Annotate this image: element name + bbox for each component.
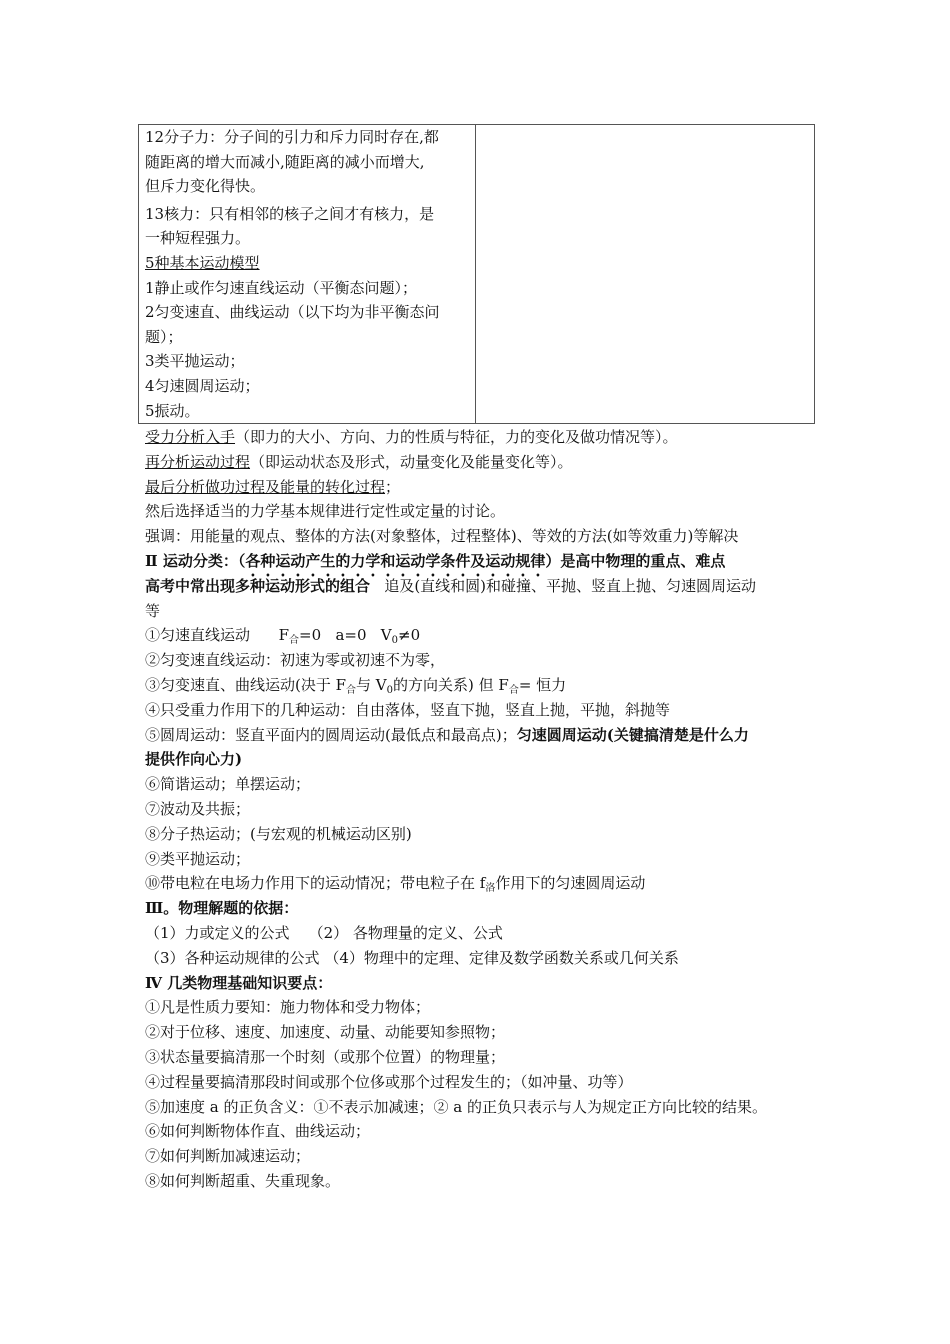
table-line: 4匀速圆周运动； xyxy=(145,376,260,395)
bold-phrase: 匀速圆周运动(关键搞清楚是什么力 xyxy=(516,725,749,744)
list-item xyxy=(145,673,825,698)
underlined-phrase: 受力分析入手 xyxy=(145,428,236,446)
underlined-phrase: 最后分析做功过程及能量的转化过程 xyxy=(145,477,386,496)
paragraph-line: 强调：用能量的观点、整体的方法(对象整体，过程整体)、等效的方法(如等效重力)等解决 xyxy=(145,527,739,546)
text-run: （即力的大小、方向、力的性质与特征，力的变化及做功情况等）。 xyxy=(235,428,678,446)
table-left-cell xyxy=(145,125,471,423)
subscript: 洛 xyxy=(485,883,496,895)
emphasis-dotted-phrase: 各种运动产生的力学和运动学条件及运动规律 xyxy=(245,551,546,570)
text-run: （即运动状态及形式，动量变化及能量变化等）。 xyxy=(250,452,573,471)
list-item: ③状态量要搞清那一个时刻（或那个位置）的物理量； xyxy=(145,1047,506,1066)
table-line: 1静止或作匀速直线运动（平衡态问题）； xyxy=(145,278,418,297)
subscript: 0 xyxy=(386,684,394,696)
underlined-phrase: 再分析运动过程 xyxy=(145,452,251,471)
table-column-divider xyxy=(475,125,476,423)
table-line: 13核力：只有相邻的核子之间才有核力，是 xyxy=(145,204,435,223)
list-item: ④只受重力作用下的几种运动：自由落体，竖直下抛，竖直上抛，平抛，斜抛等 xyxy=(145,700,671,719)
text-run: ； xyxy=(385,477,401,496)
bold-phrase: 高考中常出现多种运动形式的组合 xyxy=(145,576,371,595)
list-item xyxy=(145,623,825,648)
paragraph-line: 然后选择适当的力学基本规律进行定性或定量的讨论。 xyxy=(145,502,506,521)
summary-table xyxy=(138,124,815,424)
text-run: ①匀速直线运动 F xyxy=(145,626,290,645)
table-line: 3类平抛运动； xyxy=(145,352,245,371)
table-line-heading: 5种基本运动模型 xyxy=(145,253,260,272)
list-item: ①凡是性质力要知：施力物体和受力物体； xyxy=(145,998,431,1017)
text-run: 的方向关系) 但 F xyxy=(393,675,509,694)
table-line: 一种短程强力。 xyxy=(145,229,251,248)
list-item-continuation: 提供作向心力) xyxy=(145,750,243,769)
paragraph-line: 等 xyxy=(145,601,161,620)
table-line: 题）； xyxy=(145,327,183,346)
list-item: ⑧如何判断超重、失重现象。 xyxy=(145,1171,341,1190)
list-item: ⑥如何判断物体作直、曲线运动； xyxy=(145,1122,371,1141)
body-text xyxy=(145,425,825,1194)
text-run: 追及(直线和圆)和碰撞、平抛、竖直上抛、匀速圆周运动 xyxy=(370,576,757,595)
table-line: 12分子力：分子间的引力和斥力同时存在,都 xyxy=(145,128,439,146)
text-run: 与 V xyxy=(356,675,387,694)
text-run: ≠0 xyxy=(398,626,421,645)
paragraph-line xyxy=(145,475,825,500)
list-item: ④过程量要搞清那段时间或那个位侈或那个过程发生的；（如冲量、功等） xyxy=(145,1072,633,1091)
list-item: ②对于位移、速度、加速度、动量、动能要知参照物； xyxy=(145,1023,506,1042)
list-item: ⑧分子热运动；(与宏观的机械运动区别) xyxy=(145,824,412,843)
subscript: 合 xyxy=(289,635,300,647)
table-line: 5振动。 xyxy=(145,401,200,420)
section-heading-motion xyxy=(145,549,825,574)
list-item: ⑥简谐运动；单摆运动； xyxy=(145,775,311,794)
section-heading-basis: Ⅲ。物理解题的依据： xyxy=(145,899,299,918)
table-line: 但斥力变化得快。 xyxy=(145,177,266,196)
text-run: ⑤圆周运动：竖直平面内的圆周运动(最低点和最高点)； xyxy=(145,725,517,744)
text-run: ③匀变速直、曲线运动(决于 F xyxy=(145,675,347,694)
text-run: =0 a=0 V xyxy=(299,626,392,645)
text-run: ）是高中物理的重点、难点 xyxy=(545,551,726,570)
paragraph-line xyxy=(145,574,825,599)
list-item: ②匀变速直线运动：初速为零或初速不为零， xyxy=(145,651,446,670)
section-heading-basics: Ⅳ 几类物理基础知识要点： xyxy=(145,973,333,992)
text-run: ⑩带电粒在电场力作用下的运动情况；带电粒子在 f xyxy=(145,874,486,893)
list-item: （1）力或定义的公式 （2） 各物理量的定义、公式 xyxy=(145,923,503,942)
list-item: ⑨类平抛运动； xyxy=(145,849,251,868)
subscript: 0 xyxy=(391,635,399,647)
subscript: 合 xyxy=(346,684,357,696)
list-item xyxy=(145,871,825,896)
paragraph-line xyxy=(145,425,825,450)
table-line: 2匀变速直、曲线运动（以下均为非平衡态问 xyxy=(145,303,440,322)
text-run: 作用下的匀速圆周运动 xyxy=(495,874,646,893)
list-item: ⑦波动及共振； xyxy=(145,799,251,818)
subscript: 合 xyxy=(508,684,519,696)
list-item xyxy=(145,723,825,748)
list-item: （3）各种运动规律的公式 （4）物理中的定理、定律及数学函数关系或几何关系 xyxy=(145,948,679,967)
list-item: ⑦如何判断加减速运动； xyxy=(145,1147,311,1166)
text-run: Ⅱ 运动分类：（ xyxy=(145,551,246,570)
list-item: ⑤加速度 a 的正负含义：①不表示加减速；② a 的正负只表示与人为规定正方向比较的结果。 xyxy=(145,1097,767,1116)
paragraph-line xyxy=(145,450,825,475)
text-run: = 恒力 xyxy=(518,675,567,694)
table-line: 随距离的增大而减小,随距离的减小而增大, xyxy=(145,152,425,171)
